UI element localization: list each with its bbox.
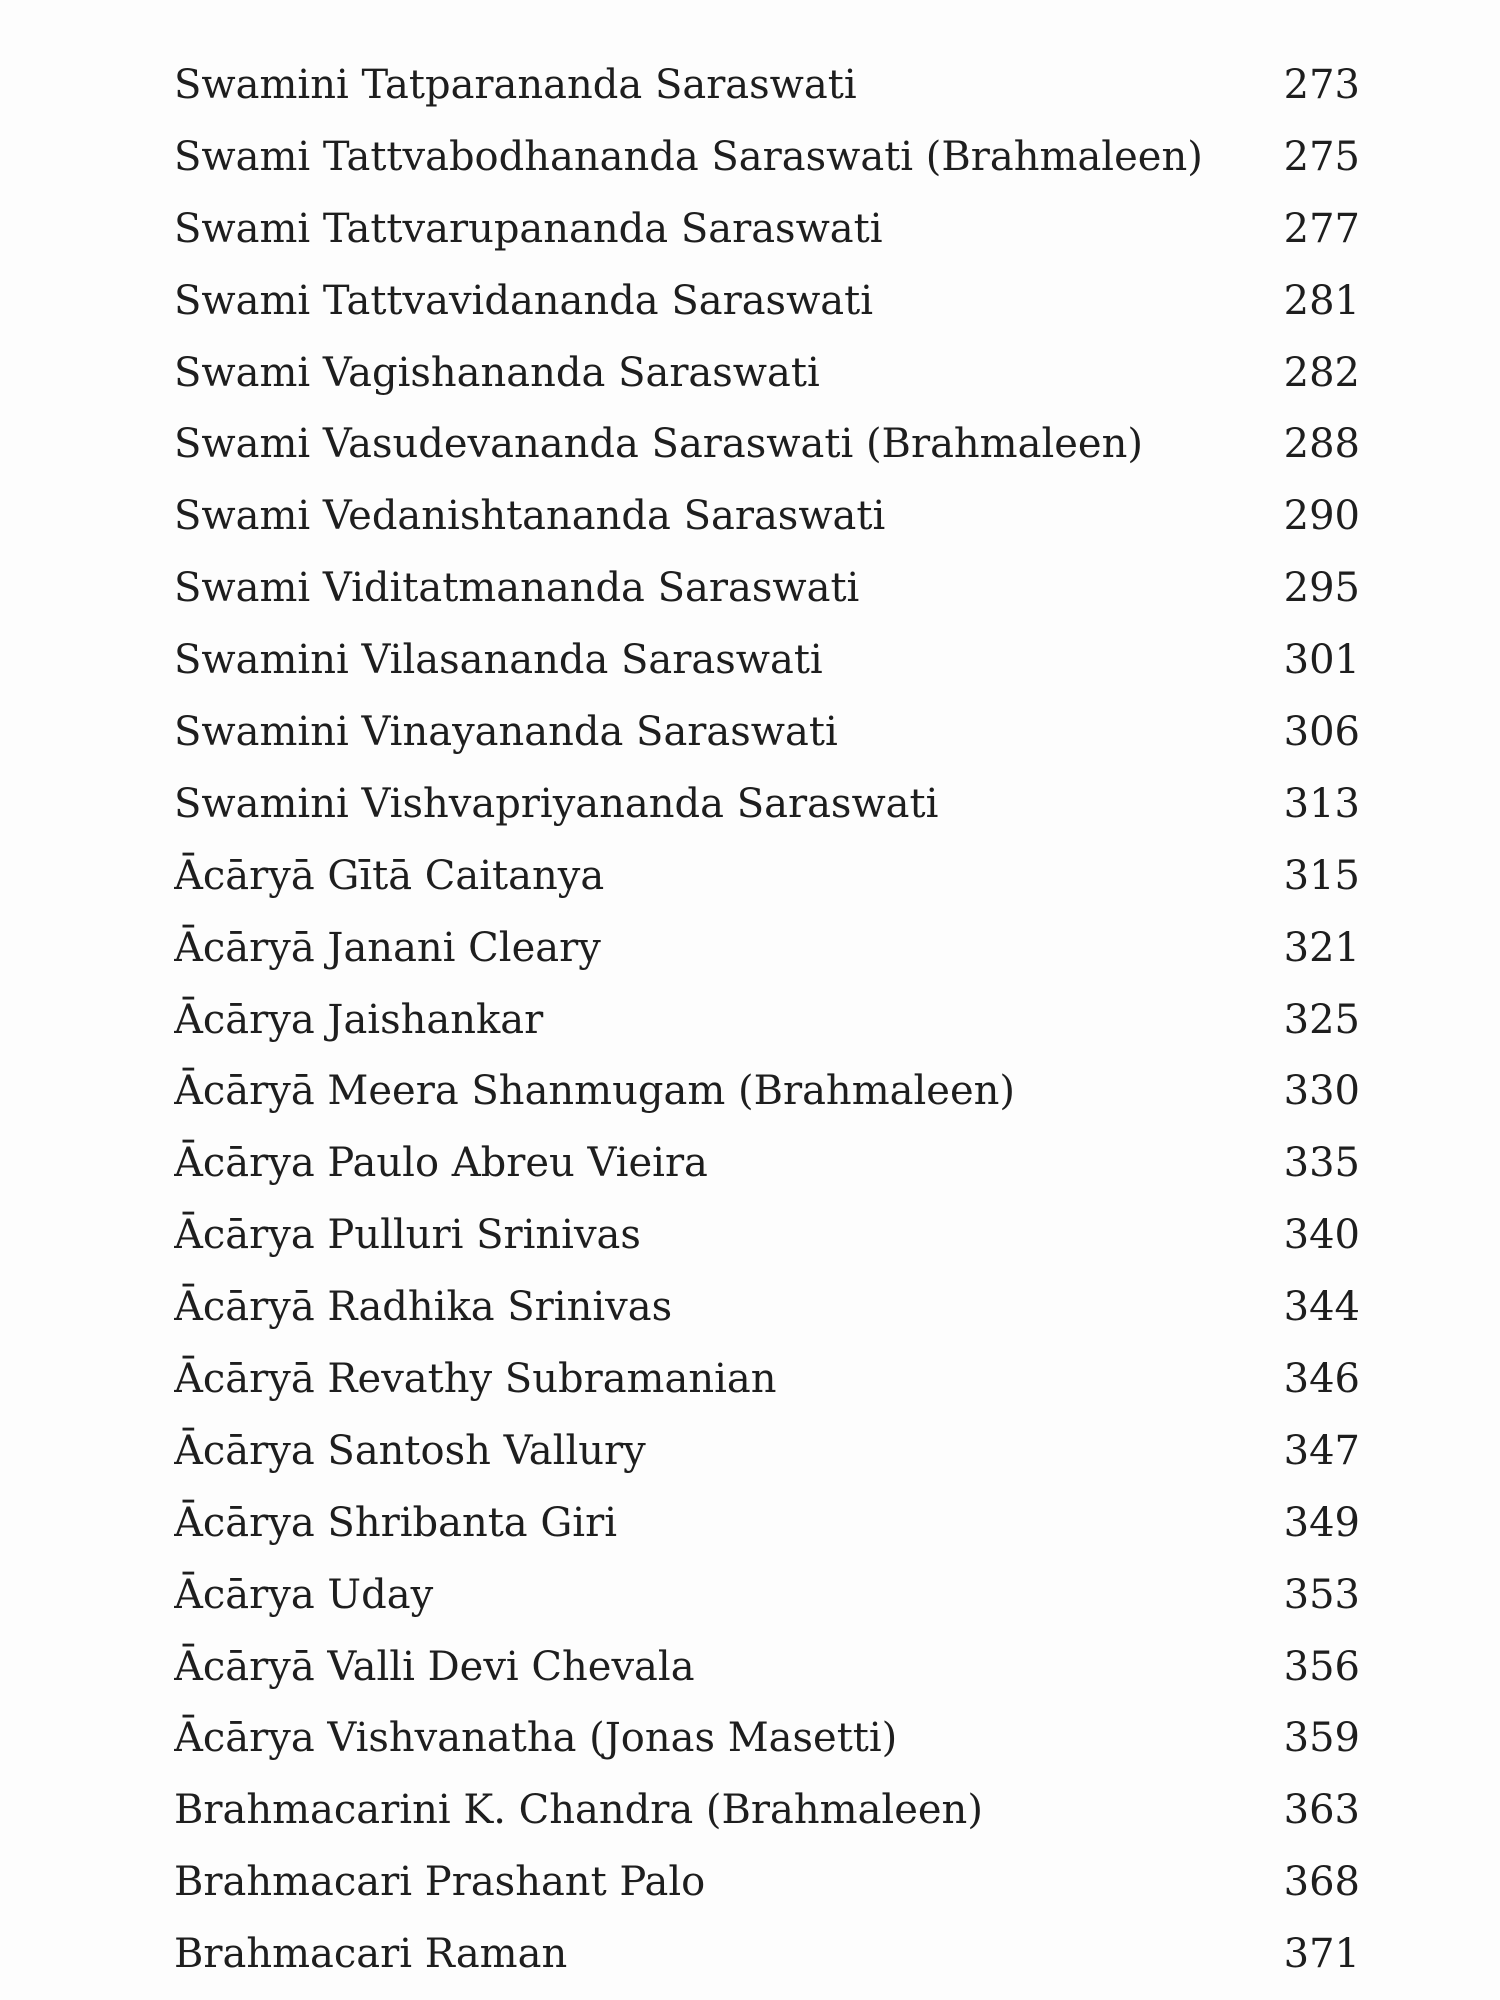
toc-entry [174, 915, 1360, 987]
toc-entry-page: 330 [1283, 1068, 1360, 1115]
toc-entry-title: Swami Vedanishtananda Saraswati [174, 493, 886, 540]
toc-entry-title: Swami Tattvarupananda Saraswati [174, 205, 883, 252]
toc-entry [174, 699, 1360, 771]
toc-entry-page: 335 [1283, 1140, 1360, 1187]
toc-entry [174, 1418, 1360, 1490]
toc-entry-title: Ācārya Pulluri Srinivas [174, 1212, 641, 1259]
toc-entry-page: 282 [1283, 349, 1360, 396]
toc-entry-title: Ācāryā Meera Shanmugam (Brahmaleen) [174, 1068, 1015, 1115]
toc-entry [174, 987, 1360, 1059]
toc-entry [174, 1777, 1360, 1849]
toc-entry-page: 288 [1283, 421, 1360, 468]
toc-entry-title: Swami Vagishananda Saraswati [174, 349, 820, 396]
toc-entry [174, 843, 1360, 915]
toc-entry [174, 1130, 1360, 1202]
toc-entry-title: Ācārya Vishvanatha (Jonas Masetti) [174, 1715, 898, 1762]
toc-entry-page: 321 [1283, 924, 1360, 971]
toc-entry-page: 340 [1283, 1212, 1360, 1259]
toc-entry [174, 1202, 1360, 1274]
toc-entry [174, 1705, 1360, 1777]
toc-entry-page: 359 [1283, 1715, 1360, 1762]
toc-entry-title: Swamini Vinayananda Saraswati [174, 709, 838, 756]
table-of-contents [174, 52, 1360, 1993]
toc-entry [174, 555, 1360, 627]
toc-entry-title: Swamini Vishvapriyananda Saraswati [174, 780, 939, 827]
toc-entry-page: 315 [1283, 852, 1360, 899]
toc-entry-title: Brahmacari Raman [174, 1931, 568, 1978]
toc-entry [174, 483, 1360, 555]
toc-entry-title: Ācāryā Revathy Subramanian [174, 1356, 777, 1403]
toc-entry-title: Ācārya Santosh Vallury [174, 1427, 646, 1474]
toc-entry [174, 196, 1360, 268]
toc-entry-title: Ācārya Paulo Abreu Vieira [174, 1140, 708, 1187]
toc-entry [174, 1058, 1360, 1130]
toc-entry-title: Swamini Tatparananda Saraswati [174, 62, 857, 108]
toc-entry [174, 411, 1360, 483]
toc-entry-title: Swamini Vilasananda Saraswati [174, 637, 823, 684]
toc-entry-title: Ācāryā Gītā Caitanya [174, 852, 605, 899]
toc-entry-page: 306 [1283, 709, 1360, 756]
toc-entry-page: 277 [1283, 205, 1360, 252]
toc-entry-title: Ācāryā Radhika Srinivas [174, 1284, 673, 1331]
toc-entry-title: Ācārya Shribanta Giri [174, 1499, 618, 1546]
toc-entry-page: 363 [1283, 1787, 1360, 1834]
toc-entry-title: Brahmacarini K. Chandra (Brahmaleen) [174, 1787, 983, 1834]
toc-entry-title: Ācāryā Janani Cleary [174, 924, 601, 971]
toc-entry-page: 313 [1283, 780, 1360, 827]
toc-entry [174, 1562, 1360, 1634]
toc-entry-page: 325 [1283, 996, 1360, 1043]
toc-entry-page: 295 [1283, 565, 1360, 612]
toc-entry-page: 356 [1283, 1643, 1360, 1690]
toc-entry-title: Ācāryā Valli Devi Chevala [174, 1643, 695, 1690]
toc-entry-title: Swami Viditatmananda Saraswati [174, 565, 860, 612]
toc-entry-page: 275 [1283, 133, 1360, 180]
toc-entry [174, 1490, 1360, 1562]
toc-entry [174, 124, 1360, 196]
toc-entry-page: 371 [1283, 1931, 1360, 1978]
toc-entry [174, 627, 1360, 699]
toc-entry [174, 52, 1360, 124]
toc-entry [174, 771, 1360, 843]
toc-entry [174, 340, 1360, 412]
toc-entry-page: 290 [1283, 493, 1360, 540]
toc-entry-page: 368 [1283, 1859, 1360, 1906]
toc-entry-page: 281 [1283, 277, 1360, 324]
toc-entry-title: Ācārya Uday [174, 1571, 434, 1618]
toc-entry-page: 273 [1283, 62, 1360, 108]
toc-entry-page: 346 [1283, 1356, 1360, 1403]
toc-entry-page: 353 [1283, 1571, 1360, 1618]
toc-entry [174, 1849, 1360, 1921]
toc-entry [174, 1634, 1360, 1706]
toc-entry-title: Swami Tattvavidananda Saraswati [174, 277, 874, 324]
toc-entry-title: Ācārya Jaishankar [174, 996, 544, 1043]
toc-entry-page: 349 [1283, 1499, 1360, 1546]
toc-entry-page: 344 [1283, 1284, 1360, 1331]
toc-entry [174, 1274, 1360, 1346]
toc-entry [174, 1346, 1360, 1418]
toc-entry-title: Swami Tattvabodhananda Saraswati (Brahmaleen) [174, 133, 1203, 180]
toc-entry-page: 301 [1283, 637, 1360, 684]
toc-entry-page: 347 [1283, 1427, 1360, 1474]
toc-entry-title: Brahmacari Prashant Palo [174, 1859, 706, 1906]
toc-entry-title: Swami Vasudevananda Saraswati (Brahmaleen) [174, 421, 1143, 468]
toc-entry [174, 1921, 1360, 1993]
toc-entry [174, 268, 1360, 340]
